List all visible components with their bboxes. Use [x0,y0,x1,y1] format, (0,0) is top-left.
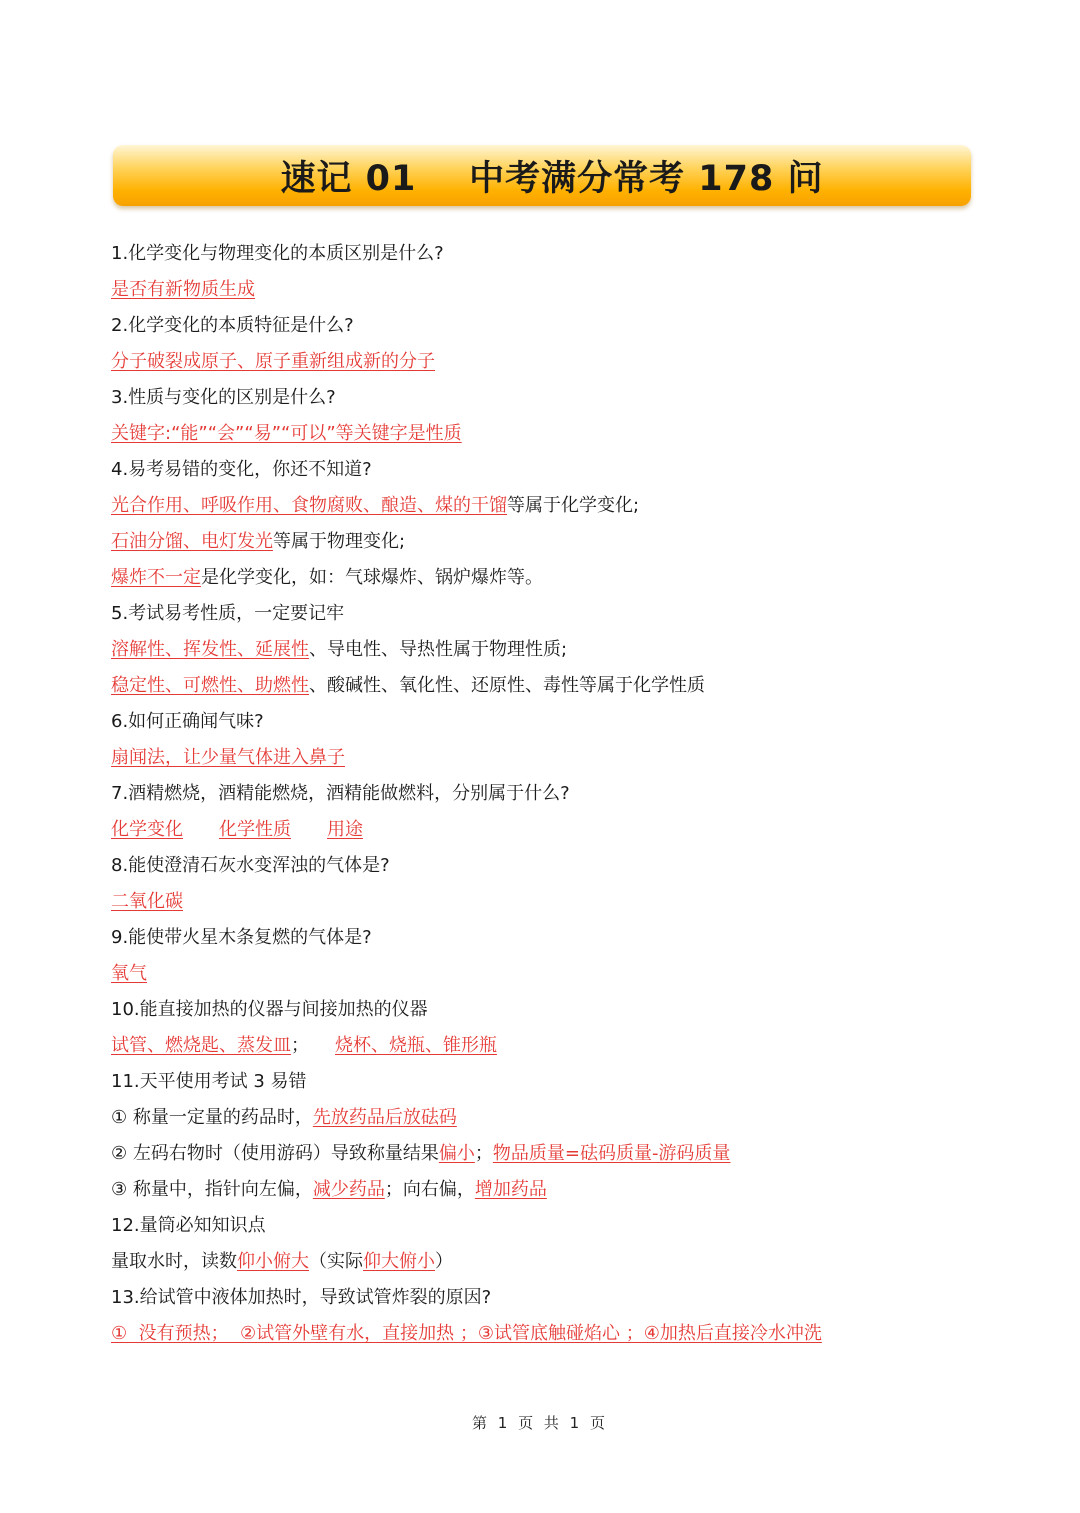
answer-7 [111,812,1011,848]
answer-text: 关键字:“能”“会”“易”“可以”等关键字是性质 [111,423,462,444]
answer-13 [111,1316,1011,1352]
answer-highlight: 爆炸不一定 [111,567,201,588]
page-title: 速记 01 中考满分常考 178 问 [280,158,824,199]
answer-3 [111,416,1011,452]
answer-rest: ② 左码右物时（使用游码）导致称量结果 [111,1143,439,1164]
answer-highlight: 稳定性、可燃性、助燃性 [111,675,309,696]
answer-4-line-3 [111,560,1011,596]
answer-highlight: 烧杯、烧瓶、锥形瓶 [335,1035,497,1056]
answer-highlight: 溶解性、挥发性、延展性 [111,639,309,660]
answer-1 [111,272,1011,308]
question-4: 4.易考易错的变化，你还不知道? [111,459,372,480]
answer-highlight: 光合作用、呼吸作用、食物腐败、酿造、煤的干馏 [111,495,507,516]
answer-text: 二氧化碳 [111,891,183,912]
answer-highlight: 仰小俯大 [237,1251,309,1272]
question-1: 1.化学变化与物理变化的本质区别是什么? [111,243,444,264]
answer-4-line-1 [111,488,1011,524]
question-10: 10.能直接加热的仪器与间接加热的仪器 [111,999,428,1020]
answer-text: 氧气 [111,963,147,984]
answer-text: ① 没有预热； ②试管外壁有水，直接加热 ；③试管底触碰焰心 ；④加热后直接冷水冲洗 [111,1323,822,1344]
question-6: 6.如何正确闻气味? [111,711,264,732]
answer-rest: 是化学变化，如：气球爆炸、锅炉爆炸等。 [201,567,543,588]
answer-rest: ③ 称量中，指针向左偏， [111,1179,313,1200]
answer-rest: 、导电性、导热性属于物理性质; [309,639,568,660]
answer-8 [111,884,1011,920]
answer-12 [111,1244,1011,1280]
answer-4-line-2 [111,524,1011,560]
answer-highlight: 化学性质 [219,819,291,840]
answer-rest: ； [474,1143,493,1164]
answer-highlight: 增加药品 [474,1179,547,1200]
answer-rest: 、酸碱性、氧化性、还原性、毒性等属于化学性质 [309,675,705,696]
answer-text: 是否有新物质生成 [111,279,255,300]
answer-text: 扇闻法，让少量气体进入鼻子 [111,747,345,768]
answer-6 [111,740,1011,776]
answer-11-line-2 [111,1136,1011,1172]
answer-rest: （实际 [309,1251,363,1272]
answer-highlight: 试管、燃烧匙、蒸发皿 [111,1035,291,1056]
question-8: 8.能使澄清石灰水变浑浊的气体是? [111,855,390,876]
answer-rest: 等属于物理变化; [273,531,406,552]
answer-highlight: 仰大俯小 [363,1251,435,1272]
answer-2 [111,344,1011,380]
question-13: 13.给试管中液体加热时，导致试管炸裂的原因? [111,1287,492,1308]
question-7: 7.酒精燃烧，酒精能燃烧，酒精能做燃料，分别属于什么? [111,783,570,804]
answer-9 [111,956,1011,992]
answer-highlight: 物品质量=砝码质量-游码质量 [492,1143,731,1164]
answer-rest: 等属于化学变化; [507,495,640,516]
answer-highlight: 化学变化 [111,819,183,840]
answer-rest: 量取水时，读数 [111,1251,237,1272]
question-11: 11.天平使用考试 3 易错 [111,1071,307,1092]
answer-5-line-2 [111,668,1011,704]
answer-11-line-3 [111,1172,1011,1208]
answer-11-line-1 [111,1100,1011,1136]
answer-text: 分子破裂成原子、原子重新组成新的分子 [111,351,435,372]
answer-highlight: 石油分馏、电灯发光 [111,531,273,552]
page-footer: 第 1 页 共 1 页 [472,1414,608,1432]
answer-highlight: 用途 [327,819,363,840]
answer-rest: ） [435,1251,453,1272]
answer-separator: ； [291,1035,309,1056]
answer-rest: ① 称量一定量的药品时， [111,1107,313,1128]
question-5: 5.考试易考性质，一定要记牢 [111,603,345,624]
question-12: 12.量筒必知知识点 [111,1215,266,1236]
answer-highlight: 偏小 [438,1143,475,1164]
answer-10 [111,1028,1011,1064]
answer-5-line-1 [111,632,1011,668]
title-banner [113,145,971,206]
answer-rest: ；向右偏， [384,1179,475,1200]
answer-highlight: 先放药品后放砝码 [312,1107,457,1128]
question-9: 9.能使带火星木条复燃的气体是? [111,927,372,948]
qa-list [111,236,1011,1352]
question-3: 3.性质与变化的区别是什么? [111,387,336,408]
question-2: 2.化学变化的本质特征是什么? [111,315,354,336]
answer-highlight: 减少药品 [312,1179,385,1200]
